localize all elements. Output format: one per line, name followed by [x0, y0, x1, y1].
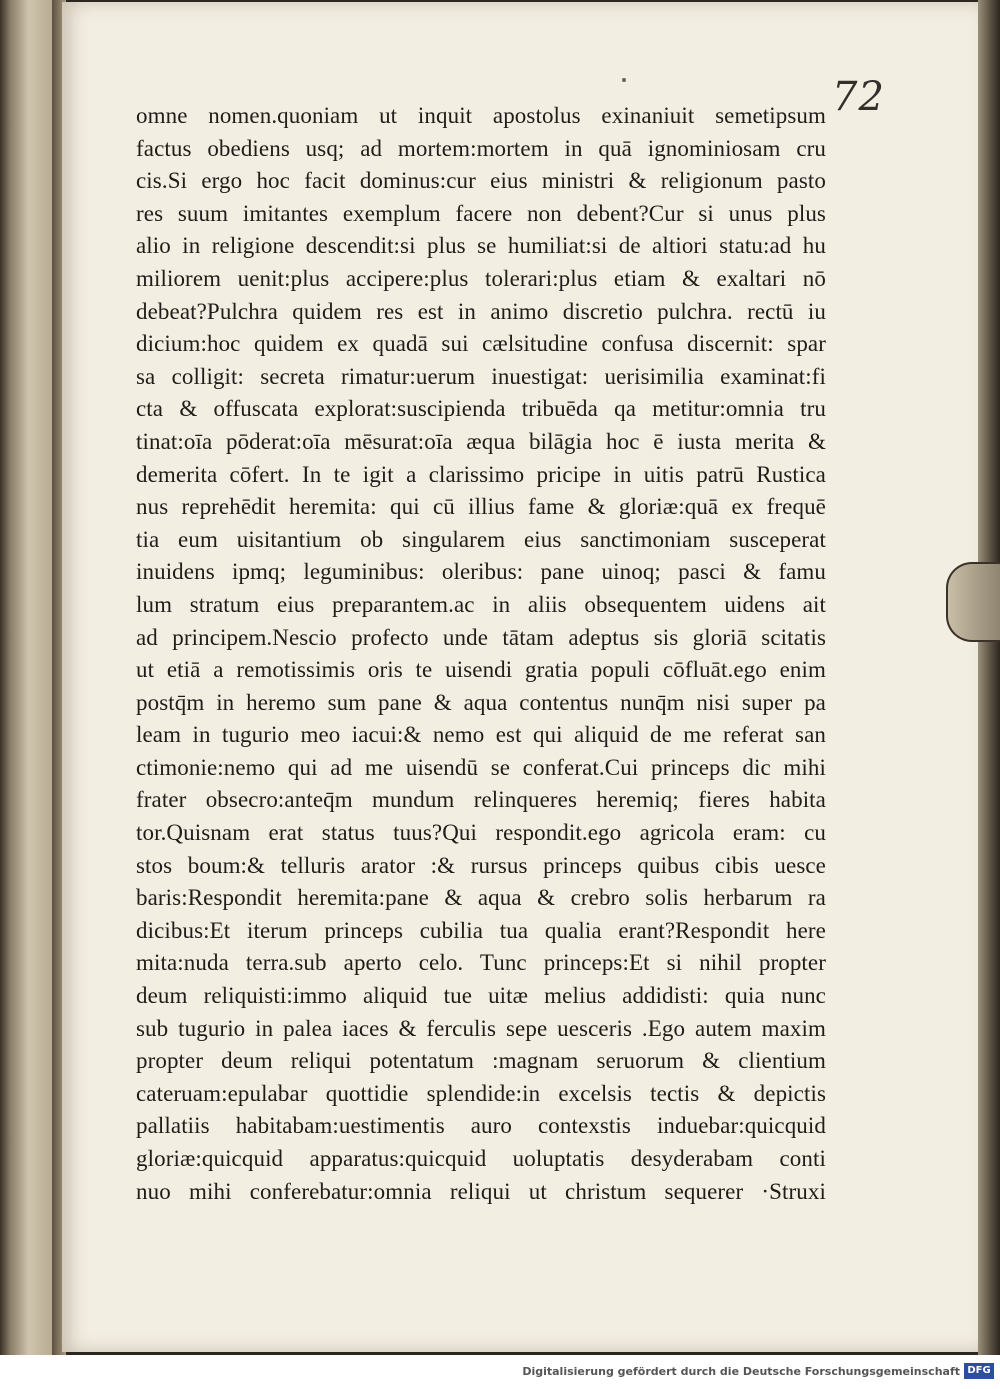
page-edge-shadow: [978, 0, 1000, 1355]
text-line: res suum imitantes exemplum facere non debent?Cur si unus plus: [136, 200, 826, 226]
text-line: tinat:oīa pōderat:oīa mēsurat:oīa æqua bilāgia hoc ē iusta merita &: [136, 428, 826, 454]
text-line: propter deum reliqui potentatum :magnam seruorum & clientium: [136, 1048, 826, 1074]
text-line: sub tugurio in palea iaces & ferculis sepe uesceris .Ego autem maxim: [136, 1015, 826, 1041]
text-line: frater obsecro:anteq̄m mundum relinqueres heremiq; fieres habita: [136, 787, 826, 813]
text-line: cis.Si ergo hoc facit dominus:cur eius ministri & religionum pasto: [136, 168, 826, 194]
text-line: mita:nuda terra.sub aperto celo. Tunc princeps:Et si nihil propter: [136, 950, 826, 976]
text-line: tia eum uisitantium ob singularem eius sanctimoniam susceperat: [136, 526, 826, 552]
text-line: inuidens ipmq; leguminibus: oleribus: pane uinoq; pasci & famu: [136, 559, 826, 585]
text-line: ctimonie:nemo qui ad me uisendū se conferat.Cui princeps dic mihi: [136, 754, 826, 780]
text-line: miliorem uenit:plus accipere:plus tolerari:plus etiam & exaltari nō: [136, 265, 826, 291]
text-line: nuo mihi conferebatur:omnia reliqui ut christum sequerer ·Struxi: [136, 1178, 826, 1204]
text-line: postq̄m in heremo sum pane & aqua contentus nunq̄m nisi super pa: [136, 689, 826, 715]
text-line: stos boum:& telluris arator :& rursus princeps quibus cibis uesce: [136, 852, 826, 878]
text-line: baris:Respondit heremita:pane & aqua & crebro solis herbarum ra: [136, 885, 826, 911]
main-text-block: [136, 100, 826, 1208]
text-line: factus obediens usq; ad mortem:mortem in quā ignominiosam cru: [136, 135, 826, 161]
text-line: cateruam:epulabar quottidie splendide:in excelsis tectis & depictis: [136, 1080, 826, 1106]
text-line: deum reliquisti:immo aliquid tue uitæ melius addidisti: quia nunc: [136, 983, 826, 1009]
text-line: alio in religione descendit:si plus se humiliat:si de altiori statu:ad hu: [136, 233, 826, 259]
text-line: dicibus:Et iterum princeps cubilia tua qualia erant?Respondit here: [136, 917, 826, 943]
text-line: dicium:hoc quidem ex quadā sui cælsitudine confusa discernit: spar: [136, 331, 826, 357]
footer-credit-text: Digitalisierung gefördert durch die Deutsche Forschungsgemeinschaft: [522, 1365, 960, 1378]
text-line: ut etiā a remotissimis oris te uisendi gratia populi cōfluāt.ego enim: [136, 657, 826, 683]
text-line: demerita cōfert. In te igit a clarissimo pricipe in uitis patrū Rustica: [136, 461, 826, 487]
text-line: nus reprehēdit heremita: qui cū illius fame & gloriæ:quā ex frequē: [136, 494, 826, 520]
text-line: sa colligit: secreta rimatur:uerum inuestigat: uerisimilia examinat:fi: [136, 363, 826, 389]
text-line: debeat?Pulchra quidem res est in animo discretio pulchra. rectū iu: [136, 298, 826, 324]
footer-bar: [0, 1355, 1000, 1389]
page-clip: [946, 562, 1000, 642]
facing-page-edge: [0, 0, 52, 1355]
text-line: lum stratum eius preparantem.ac in aliis obsequentem uidens ait: [136, 591, 826, 617]
page-number: 72: [832, 74, 885, 120]
text-line: omne nomen.quoniam ut inquit apostolus exinaniuit semetipsum: [136, 103, 826, 128]
text-line: ad principem.Nescio profecto unde tātam adeptus sis gloriā scitatis: [136, 624, 826, 650]
dfg-logo-icon: DFG: [964, 1363, 994, 1379]
ink-dot: [622, 78, 626, 82]
text-line: pallatiis habitabam:uestimentis auro contexstis induebar:quicquid: [136, 1113, 826, 1139]
text-line: cta & offuscata explorat:suscipienda tribuēda qa metitur:omnia tru: [136, 396, 826, 422]
text-line: gloriæ:quicquid apparatus:quicquid uoluptatis desyderabam conti: [136, 1146, 826, 1171]
text-line: tor.Quisnam erat status tuus?Qui respondit.ego agricola eram: cu: [136, 820, 826, 846]
text-line: leam in tugurio meo iacui:& nemo est qui aliquid de me referat san: [136, 722, 826, 748]
